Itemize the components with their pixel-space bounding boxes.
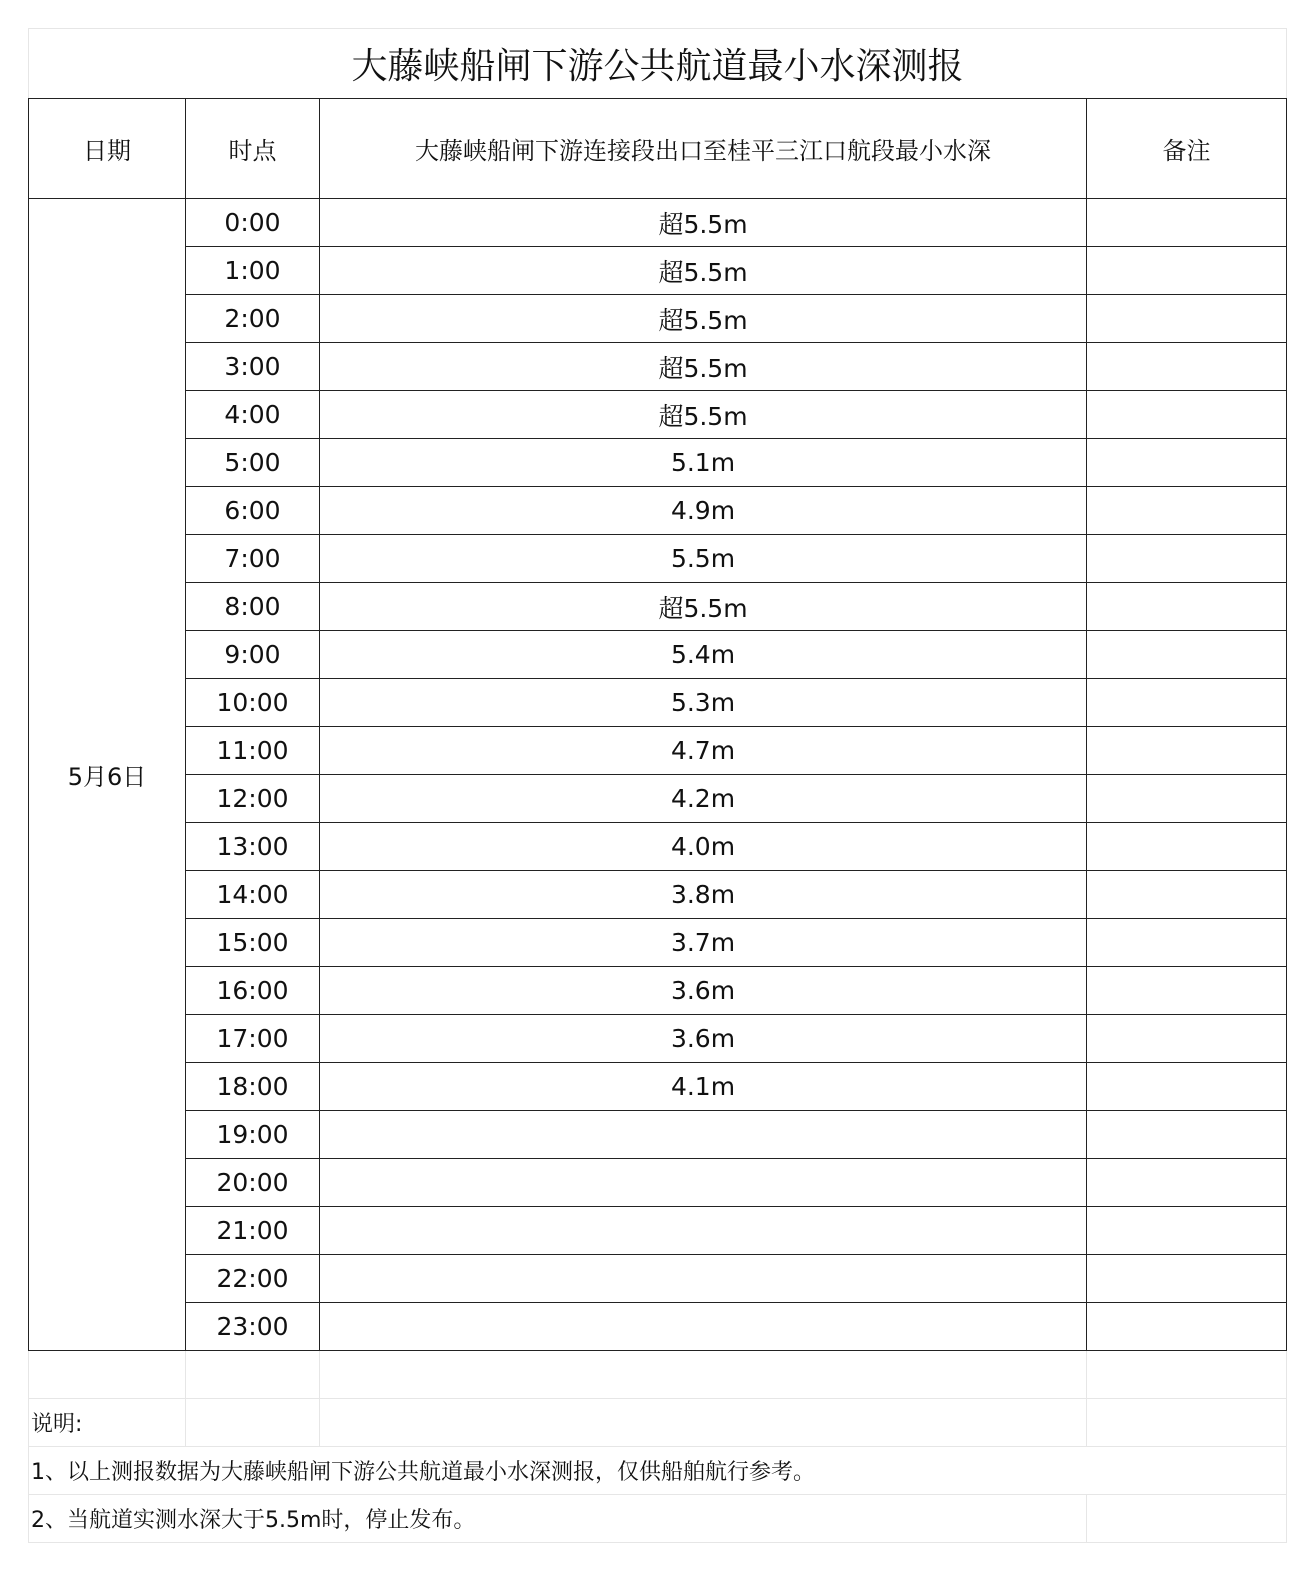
remark-cell xyxy=(1087,679,1287,727)
depth-cell: 超5.5m xyxy=(320,199,1087,247)
table-row xyxy=(29,439,1287,487)
remark-cell xyxy=(1087,1303,1287,1351)
table-row xyxy=(29,967,1287,1015)
notes-heading-row xyxy=(29,1399,1287,1447)
remark-cell xyxy=(1087,967,1287,1015)
table-row xyxy=(29,487,1287,535)
time-cell: 12:00 xyxy=(186,775,320,823)
remark-cell xyxy=(1087,1159,1287,1207)
table-row xyxy=(29,199,1287,247)
table-row xyxy=(29,1015,1287,1063)
note-row xyxy=(29,1495,1287,1543)
report-table-body xyxy=(29,29,1287,1543)
empty-cell xyxy=(1087,1495,1287,1543)
depth-cell: 超5.5m xyxy=(320,247,1087,295)
depth-cell: 4.7m xyxy=(320,727,1087,775)
time-cell: 0:00 xyxy=(186,199,320,247)
table-row xyxy=(29,535,1287,583)
depth-cell: 超5.5m xyxy=(320,583,1087,631)
depth-cell xyxy=(320,1207,1087,1255)
time-cell: 2:00 xyxy=(186,295,320,343)
remark-cell xyxy=(1087,535,1287,583)
table-row xyxy=(29,247,1287,295)
depth-cell: 3.6m xyxy=(320,1015,1087,1063)
table-row xyxy=(29,871,1287,919)
depth-cell: 3.7m xyxy=(320,919,1087,967)
table-row xyxy=(29,1063,1287,1111)
time-cell: 16:00 xyxy=(186,967,320,1015)
time-cell: 5:00 xyxy=(186,439,320,487)
remark-cell xyxy=(1087,487,1287,535)
table-row xyxy=(29,1111,1287,1159)
table-row xyxy=(29,1255,1287,1303)
remark-cell xyxy=(1087,631,1287,679)
time-cell: 7:00 xyxy=(186,535,320,583)
time-cell: 9:00 xyxy=(186,631,320,679)
empty-cell xyxy=(320,1351,1087,1399)
table-row xyxy=(29,391,1287,439)
time-cell: 22:00 xyxy=(186,1255,320,1303)
remark-cell xyxy=(1087,775,1287,823)
table-row xyxy=(29,343,1287,391)
depth-cell: 4.2m xyxy=(320,775,1087,823)
empty-cell xyxy=(320,1399,1087,1447)
depth-cell: 3.6m xyxy=(320,967,1087,1015)
depth-cell: 3.8m xyxy=(320,871,1087,919)
time-cell: 14:00 xyxy=(186,871,320,919)
time-cell: 6:00 xyxy=(186,487,320,535)
time-cell: 4:00 xyxy=(186,391,320,439)
note-row xyxy=(29,1447,1287,1495)
time-cell: 1:00 xyxy=(186,247,320,295)
remark-cell xyxy=(1087,1255,1287,1303)
empty-cell xyxy=(186,1399,320,1447)
depth-cell: 4.9m xyxy=(320,487,1087,535)
title-row xyxy=(29,29,1287,99)
empty-cell xyxy=(1087,1399,1287,1447)
table-row xyxy=(29,1159,1287,1207)
header-row xyxy=(29,99,1287,199)
header-remark: 备注 xyxy=(1087,99,1287,199)
notes-heading: 说明: xyxy=(29,1399,186,1447)
time-cell: 17:00 xyxy=(186,1015,320,1063)
blank-row xyxy=(29,1351,1287,1399)
note-line-1: 1、以上测报数据为大藤峡船闸下游公共航道最小水深测报，仅供船舶航行参考。 xyxy=(29,1447,1287,1495)
depth-cell: 4.0m xyxy=(320,823,1087,871)
remark-cell xyxy=(1087,1207,1287,1255)
empty-cell xyxy=(1087,1351,1287,1399)
remark-cell xyxy=(1087,919,1287,967)
table-row xyxy=(29,727,1287,775)
report-sheet xyxy=(28,28,1286,1543)
remark-cell xyxy=(1087,199,1287,247)
remark-cell xyxy=(1087,1015,1287,1063)
time-cell: 11:00 xyxy=(186,727,320,775)
depth-cell: 5.3m xyxy=(320,679,1087,727)
remark-cell xyxy=(1087,1063,1287,1111)
time-cell: 18:00 xyxy=(186,1063,320,1111)
depth-cell xyxy=(320,1255,1087,1303)
depth-cell: 超5.5m xyxy=(320,295,1087,343)
table-row xyxy=(29,823,1287,871)
empty-cell xyxy=(186,1351,320,1399)
remark-cell xyxy=(1087,343,1287,391)
depth-cell: 5.1m xyxy=(320,439,1087,487)
empty-cell xyxy=(29,1351,186,1399)
depth-cell xyxy=(320,1159,1087,1207)
remark-cell xyxy=(1087,823,1287,871)
remark-cell xyxy=(1087,295,1287,343)
header-depth: 大藤峡船闸下游连接段出口至桂平三江口航段最小水深 xyxy=(320,99,1087,199)
remark-cell xyxy=(1087,391,1287,439)
time-cell: 21:00 xyxy=(186,1207,320,1255)
depth-cell xyxy=(320,1303,1087,1351)
remark-cell xyxy=(1087,1111,1287,1159)
depth-cell: 超5.5m xyxy=(320,391,1087,439)
remark-cell xyxy=(1087,727,1287,775)
header-date: 日期 xyxy=(29,99,186,199)
table-row xyxy=(29,631,1287,679)
depth-cell: 5.5m xyxy=(320,535,1087,583)
time-cell: 20:00 xyxy=(186,1159,320,1207)
time-cell: 8:00 xyxy=(186,583,320,631)
depth-cell xyxy=(320,1111,1087,1159)
remark-cell xyxy=(1087,583,1287,631)
time-cell: 13:00 xyxy=(186,823,320,871)
time-cell: 19:00 xyxy=(186,1111,320,1159)
remark-cell xyxy=(1087,439,1287,487)
time-cell: 3:00 xyxy=(186,343,320,391)
time-cell: 10:00 xyxy=(186,679,320,727)
table-row xyxy=(29,1207,1287,1255)
table-row xyxy=(29,775,1287,823)
time-cell: 15:00 xyxy=(186,919,320,967)
depth-report-table xyxy=(28,28,1287,1543)
depth-cell: 超5.5m xyxy=(320,343,1087,391)
report-title: 大藤峡船闸下游公共航道最小水深测报 xyxy=(29,29,1287,99)
table-row xyxy=(29,679,1287,727)
date-cell: 5月6日 xyxy=(29,199,186,1351)
remark-cell xyxy=(1087,871,1287,919)
table-row xyxy=(29,583,1287,631)
time-cell: 23:00 xyxy=(186,1303,320,1351)
note-line-2: 2、当航道实测水深大于5.5m时，停止发布。 xyxy=(29,1495,1087,1543)
table-row xyxy=(29,295,1287,343)
depth-cell: 4.1m xyxy=(320,1063,1087,1111)
depth-cell: 5.4m xyxy=(320,631,1087,679)
remark-cell xyxy=(1087,247,1287,295)
table-row xyxy=(29,919,1287,967)
table-row xyxy=(29,1303,1287,1351)
header-time: 时点 xyxy=(186,99,320,199)
